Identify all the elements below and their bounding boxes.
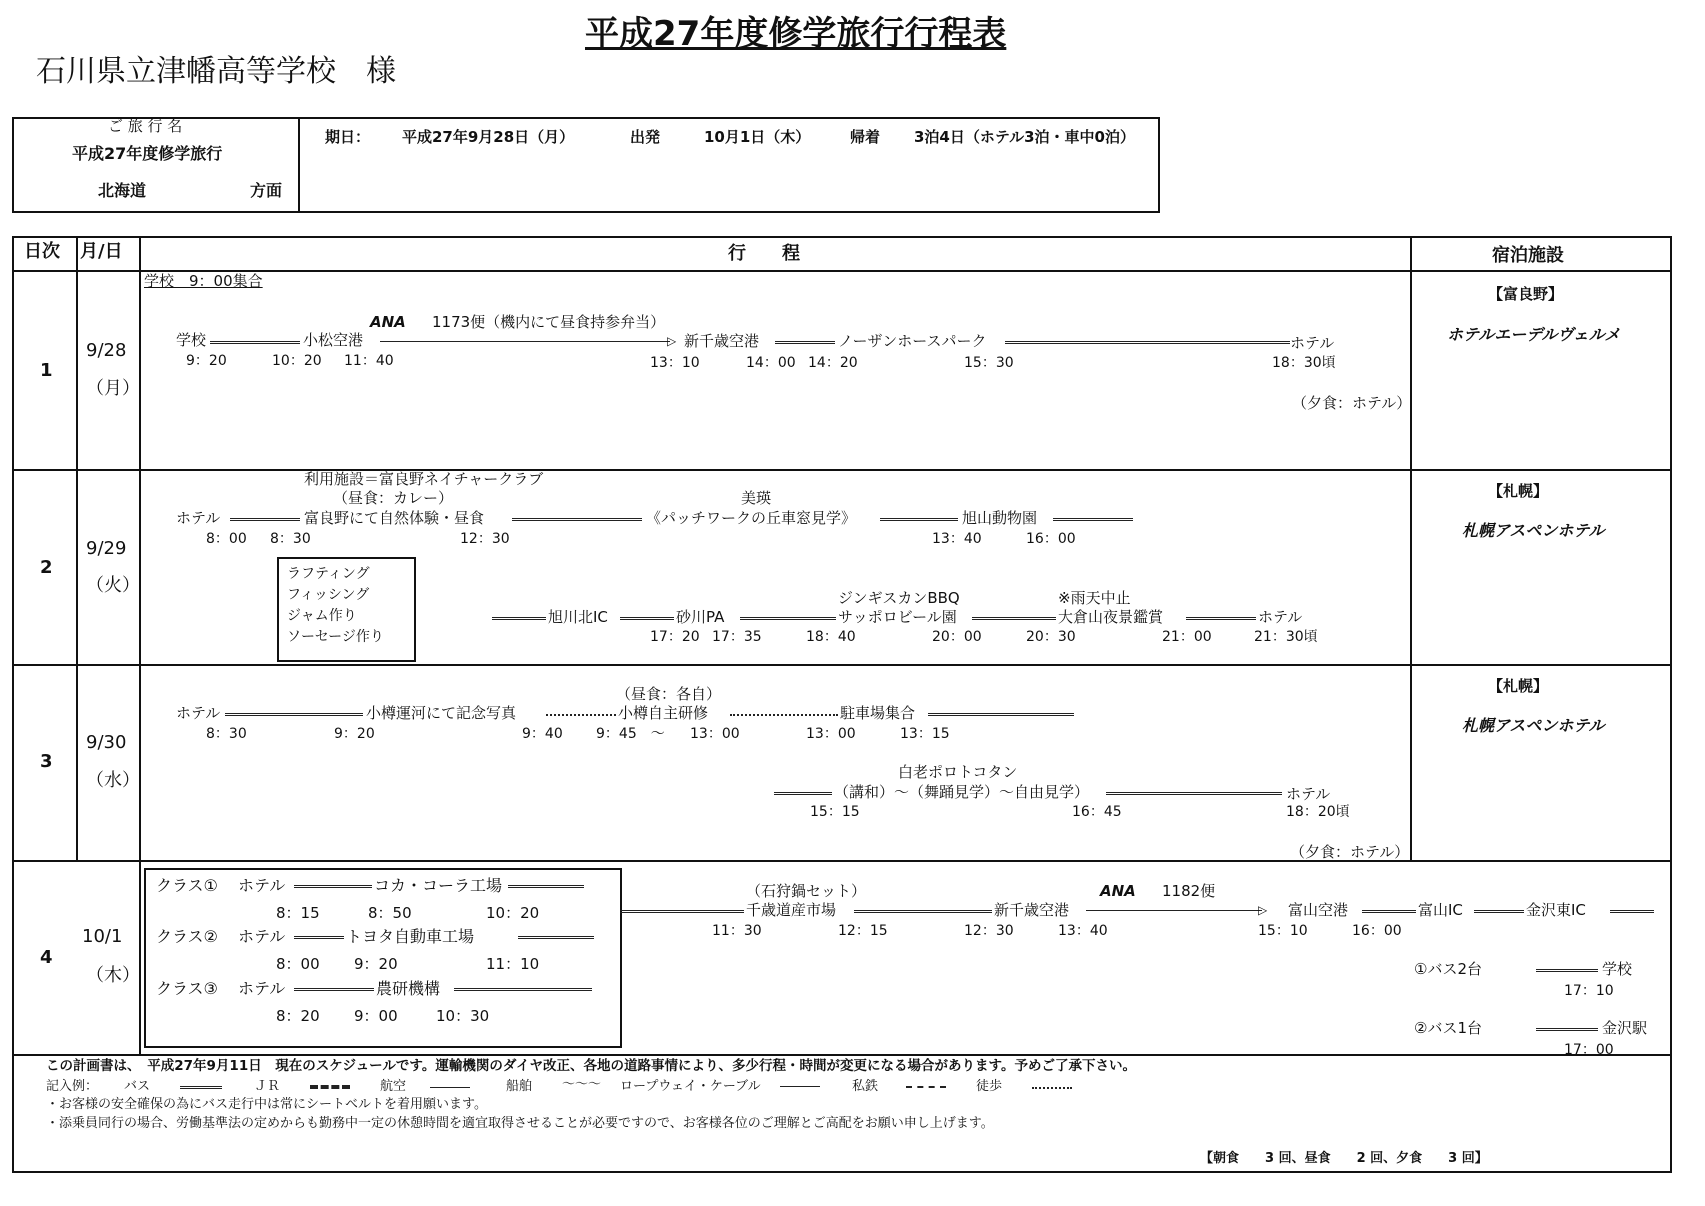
time: 13：15	[900, 726, 950, 742]
time: 20：30	[1026, 629, 1076, 645]
day-date: 10/1	[82, 926, 123, 947]
time: 21：30頃	[1254, 629, 1318, 645]
time: 15：15	[810, 804, 860, 820]
meal-note: （夕食：ホテル）	[1292, 394, 1412, 412]
stop-chitose-market: 千歳道産市場	[746, 901, 837, 919]
airline-logo: ANA	[370, 313, 406, 331]
time: 12：30	[964, 923, 1014, 939]
class-destination: トヨタ自動車工場	[346, 927, 475, 946]
lunch-note: （昼食：各自）	[616, 685, 722, 703]
legend-jr: ＪＲ	[254, 1079, 281, 1094]
rest-note: ・添乗員同行の場合、労働基準法の定めからも勤務中一定の休憩時間を適宜取得させることが必要ですので、お客様各位のご理解とご高配をお願い申し上げます。	[46, 1116, 994, 1131]
final-destination: 学校	[1602, 960, 1633, 978]
shiraoi-program: （講和）～（舞踊見学）～自由見学）	[834, 783, 1090, 801]
day-date: 9/30	[86, 732, 127, 753]
stop-hotel: ホテル	[1286, 785, 1331, 803]
day-weekday: （火）	[86, 575, 140, 596]
time: 9：00	[354, 1007, 398, 1025]
period-label: 期日：	[325, 128, 371, 146]
header-itinerary: 行 程	[728, 243, 800, 264]
time: 15：30	[964, 355, 1014, 371]
hotel-name: 札幌アスペンホテル	[1462, 521, 1605, 540]
day-weekday: （月）	[86, 378, 140, 399]
period-date: 平成27年9月28日（月）	[402, 128, 575, 146]
final-destination: 金沢駅	[1602, 1019, 1648, 1037]
school-name: 石川県立津幡高等学校 様	[36, 54, 396, 89]
time: 11：30	[712, 923, 762, 939]
lunch-note: （昼食：カレー）	[333, 489, 454, 507]
time: 8：30	[270, 531, 311, 547]
legend-ship: 船舶	[506, 1079, 533, 1094]
legend-ropeway: ロープウェイ・ケーブル	[620, 1079, 761, 1094]
stop-okurayama: 大倉山夜景鑑賞	[1058, 608, 1164, 626]
meal-count: 【朝食 3 回、昼食 2 回、夕食 3 回】	[1200, 1151, 1488, 1166]
legend-walk: 徒歩	[976, 1079, 1003, 1094]
time: 13：00	[806, 726, 856, 742]
time: 9：20	[186, 353, 227, 369]
stop-shinchitose: 新千歳空港	[994, 901, 1070, 919]
time: 18：40	[806, 629, 856, 645]
time: 17：00	[1564, 1042, 1614, 1058]
time: 15：10	[1258, 923, 1308, 939]
tour-name: 平成27年度修学旅行	[72, 144, 223, 163]
time: 16：45	[1072, 804, 1122, 820]
stop-sapporo-beer-garden: サッポロビール園	[838, 608, 957, 626]
time: 13：10	[650, 355, 700, 371]
tour-label: ご 旅 行 名	[108, 117, 183, 135]
stop-furano-activity: 富良野にて自然体験・昼食	[304, 509, 485, 527]
time: 8：50	[368, 904, 412, 922]
stop-toyama-airport: 富山空港	[1288, 901, 1349, 919]
time: 12：30	[460, 531, 510, 547]
time: 8：00	[276, 955, 320, 973]
safety-note: ・お客様の安全確保の為にバス走行中は常にシートベルトを着用願います。	[46, 1097, 487, 1112]
destination: 北海道	[98, 181, 147, 200]
bus-group: ①バス2台	[1414, 960, 1482, 978]
time: 12：15	[838, 923, 888, 939]
airline-logo: ANA	[1100, 882, 1136, 900]
class-destination: 農研機構	[376, 979, 441, 998]
option-item: ラフティング	[287, 566, 370, 582]
class-destination: コカ・コーラ工場	[374, 876, 503, 895]
meet-time: 学校 9：00集合	[144, 272, 263, 290]
time: 10：20	[486, 904, 540, 922]
parking-meet: 駐車場集合	[840, 704, 916, 722]
time: 8：20	[276, 1007, 320, 1025]
hotel-area: 【札幌】	[1488, 482, 1549, 500]
flight-info: 1182便	[1162, 882, 1216, 900]
souvenir-note: （石狩鍋セット）	[746, 882, 867, 900]
patchwork-hill: 《パッチワークの丘車窓見学》	[646, 509, 857, 527]
class-label: クラス③	[156, 979, 218, 998]
hotel-area: 【札幌】	[1488, 677, 1549, 695]
stop-hotel: ホテル	[1258, 608, 1303, 626]
time: 20：00	[932, 629, 982, 645]
legend-air: 航空	[380, 1079, 407, 1094]
stop-hotel: ホテル	[176, 704, 221, 722]
facility-note: 利用施設＝富良野ネイチャークラブ	[304, 470, 544, 488]
place-biei: 美瑛	[741, 489, 772, 507]
legend-ship-symbol: ～～～	[562, 1077, 602, 1092]
otaru-free-study: 小樽自主研修	[618, 704, 709, 722]
bus-group: ②バス1台	[1414, 1019, 1482, 1037]
time: 13：40	[932, 531, 982, 547]
time: 13：00	[690, 726, 740, 742]
time: 17：10	[1564, 983, 1614, 999]
class-label: クラス②	[156, 927, 218, 946]
depart-label: 出発	[630, 128, 661, 146]
time: 16：00	[1352, 923, 1402, 939]
day-weekday: （木）	[86, 965, 140, 986]
shiraoi-poroto-kotan: 白老ポロトコタン	[898, 763, 1018, 781]
time: 11：10	[486, 955, 540, 973]
page-title: 平成27年度修学旅行行程表	[585, 14, 1007, 54]
day-number: 3	[40, 751, 53, 772]
legend-private-rail: 私鉄	[852, 1079, 879, 1094]
stop-hotel: ホテル	[1290, 334, 1335, 352]
class-start: ホテル	[238, 876, 286, 895]
time: 14：20	[808, 355, 858, 371]
direction-label: 方面	[250, 181, 283, 200]
time: 11：40	[344, 353, 394, 369]
time: 8：15	[276, 904, 320, 922]
time: 9：20	[334, 726, 375, 742]
schedule-note: この計画書は、 平成27年9月11日 現在のスケジュールです。運輸機関のダイヤ改正、各地の道路事情により、多少行程・時間が変更になる場合があります。予めご了承下さい。	[46, 1058, 1136, 1074]
stop-northern-horse-park: ノーザンホースパーク	[838, 332, 987, 350]
stop-hotel: ホテル	[176, 509, 221, 527]
time: 14：00	[746, 355, 796, 371]
time: 9：45 ～	[596, 726, 665, 742]
meal-note: （夕食：ホテル）	[1290, 843, 1410, 861]
option-item: フィッシング	[287, 587, 370, 603]
stop-toyama-ic: 富山IC	[1418, 901, 1463, 919]
rain-note: ※雨天中止	[1058, 589, 1131, 607]
header-date: 月/日	[80, 241, 123, 262]
day-number: 2	[40, 557, 53, 578]
time: 17：35	[712, 629, 762, 645]
time: 17：20	[650, 629, 700, 645]
hotel-name: ホテルエーデルヴェルメ	[1447, 325, 1621, 344]
stop-otaru-canal: 小樽運河にて記念写真	[366, 704, 517, 722]
legend-label: 記入例：	[46, 1079, 99, 1094]
stop-school: 学校	[176, 331, 207, 349]
hotel-area: 【富良野】	[1488, 285, 1564, 303]
stop-asahikawa-ic: 旭川北IC	[548, 608, 608, 626]
time: 13：40	[1058, 923, 1108, 939]
dinner-note: ジンギスカンBBQ	[838, 589, 960, 607]
time: 8：00	[206, 531, 247, 547]
day-date: 9/29	[86, 538, 127, 559]
stop-kanazawa-higashi-ic: 金沢東IC	[1526, 901, 1586, 919]
class-start: ホテル	[238, 979, 286, 998]
day-date: 9/28	[86, 340, 127, 361]
stop-sunagawa-pa: 砂川PA	[676, 608, 725, 626]
flight-info: 1173便（機内にて昼食持参弁当）	[432, 313, 666, 331]
hotel-name: 札幌アスペンホテル	[1462, 716, 1605, 735]
time: 18：20頃	[1286, 804, 1350, 820]
day-number: 1	[40, 360, 53, 381]
time: 8：30	[206, 726, 247, 742]
header-day: 日次	[24, 241, 60, 262]
duration: 3泊4日（ホテル3泊・車中0泊）	[914, 128, 1135, 146]
class-start: ホテル	[238, 927, 286, 946]
day-weekday: （水）	[86, 770, 140, 791]
time: 9：20	[354, 955, 398, 973]
time: 18：30頃	[1272, 355, 1336, 371]
stop-komatsu: 小松空港	[303, 331, 364, 349]
day-number: 4	[40, 947, 53, 968]
time: 16：00	[1026, 531, 1076, 547]
header-hotel: 宿泊施設	[1492, 245, 1564, 266]
option-item: ジャム作り	[287, 608, 357, 624]
stop-shinchitose: 新千歳空港	[684, 332, 760, 350]
depart-date: 10月1日（木）	[704, 128, 811, 146]
time: 10：30	[436, 1007, 490, 1025]
time: 10：20	[272, 353, 322, 369]
time: 9：40	[522, 726, 563, 742]
stop-asahiyama-zoo: 旭山動物園	[962, 509, 1038, 527]
legend-bus: バス	[124, 1079, 151, 1094]
option-item: ソーセージ作り	[287, 629, 384, 645]
class-label: クラス①	[156, 876, 218, 895]
time: 21：00	[1162, 629, 1212, 645]
return-label: 帰着	[850, 128, 881, 146]
